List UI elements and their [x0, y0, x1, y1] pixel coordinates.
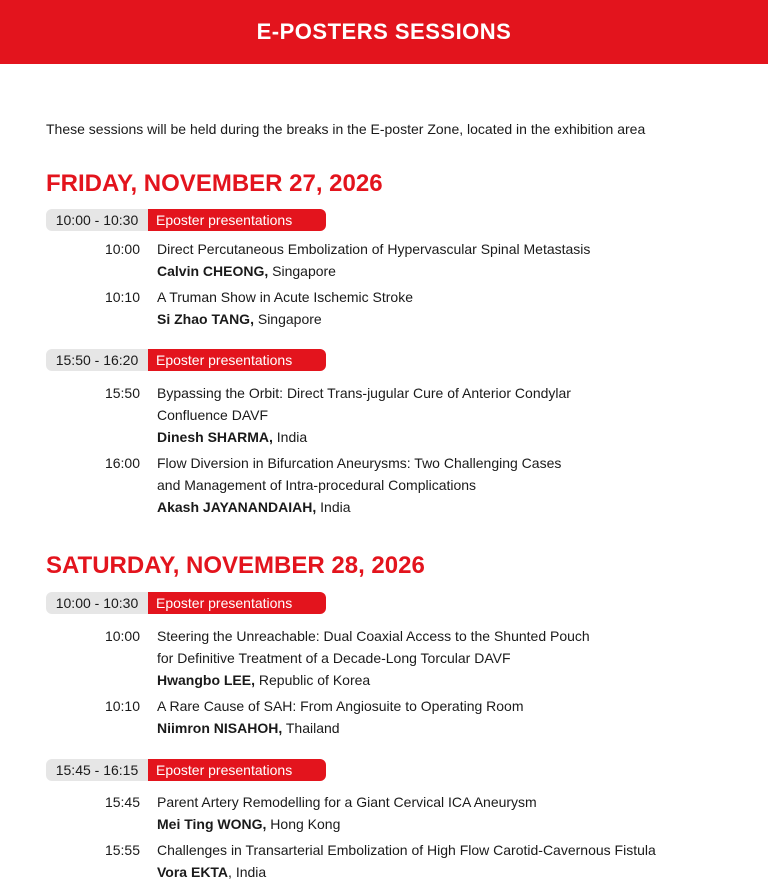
speaker-country: Singapore	[268, 263, 336, 279]
talk-time: 15:55	[104, 842, 140, 858]
speaker-country: Singapore	[253, 311, 322, 327]
speaker-country: India	[272, 429, 308, 445]
session-bar	[46, 349, 326, 371]
session-label: Eposter presentations	[148, 349, 326, 371]
speaker-name: Si Zhao TANG,	[157, 311, 254, 327]
session-bar	[46, 592, 326, 614]
intro-text: These sessions will be held during the breaks in the E-poster Zone, located in the exhibition area	[46, 121, 646, 137]
speaker-country: Thailand	[282, 720, 340, 736]
talk-title: A Rare Cause of SAH: From Angiosuite to Operating Room	[157, 698, 524, 714]
session-label: Eposter presentations	[148, 209, 326, 231]
speaker-country: Republic of Korea	[255, 672, 371, 688]
talk-title: A Truman Show in Acute Ischemic Stroke	[157, 289, 414, 305]
talk-title: Challenges in Transarterial Embolization of High Flow Carotid-Cavernous Fistula	[157, 842, 656, 858]
speaker-country: , India	[228, 864, 267, 880]
talk-time: 10:10	[104, 289, 140, 305]
session-time: 10:00 - 10:30	[46, 209, 148, 231]
day-title-friday: FRIDAY, NOVEMBER 27, 2026	[46, 170, 383, 197]
talk-title: Flow Diversion in Bifurcation Aneurysms: Two Challenging Cases and Management of Intra-procedural Complications	[157, 455, 562, 493]
session-time: 15:50 - 16:20	[46, 349, 148, 371]
session-label: Eposter presentations	[148, 592, 326, 614]
speaker-name: Dinesh SHARMA,	[157, 429, 273, 445]
talk-time: 10:10	[104, 698, 140, 714]
page-title: E-POSTERS SESSIONS	[256, 19, 512, 44]
session-label: Eposter presentations	[148, 759, 326, 781]
session-bar	[46, 759, 326, 781]
speaker-name: Niimron NISAHOH,	[157, 720, 283, 736]
speaker-name: Calvin CHEONG,	[157, 263, 269, 279]
talk-title: Direct Percutaneous Embolization of Hypervascular Spinal Metastasis	[157, 241, 591, 257]
speaker-name: Akash JAYANANDAIAH,	[157, 499, 317, 515]
session-bar	[46, 209, 326, 231]
speaker-country: Hong Kong	[266, 816, 341, 832]
speaker-country: India	[316, 499, 351, 515]
session-time: 15:45 - 16:15	[46, 759, 148, 781]
talk-time: 15:45	[104, 794, 140, 810]
talk-title: Bypassing the Orbit: Direct Trans-jugular Cure of Anterior Condylar Confluence DAVF	[157, 385, 571, 423]
session-time: 10:00 - 10:30	[46, 592, 148, 614]
page-header	[0, 0, 768, 64]
talk-title: Steering the Unreachable: Dual Coaxial Access to the Shunted Pouch for Definitive Treatment of a Decade-Long Torcular DAVF	[157, 628, 590, 666]
speaker-name: Hwangbo LEE,	[157, 672, 255, 688]
talk-title: Parent Artery Remodelling for a Giant Cervical ICA Aneurysm	[157, 794, 537, 810]
day-title-saturday: SATURDAY, NOVEMBER 28, 2026	[46, 552, 425, 579]
speaker-name: Mei Ting WONG,	[157, 816, 267, 832]
talk-time: 16:00	[104, 455, 140, 471]
talk-time: 15:50	[104, 385, 140, 401]
speaker-name: Vora EKTA	[157, 864, 229, 880]
talk-time: 10:00	[104, 241, 140, 257]
talk-time: 10:00	[104, 628, 140, 644]
